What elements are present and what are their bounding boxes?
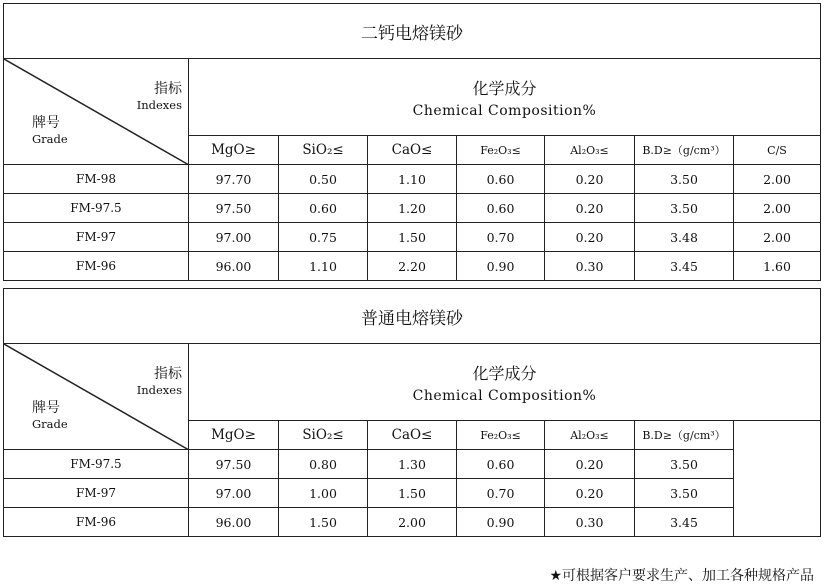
grade-cell: FM-97	[4, 223, 189, 252]
value-cell: 0.90	[457, 508, 545, 537]
table-row	[4, 252, 821, 281]
column-header: B.D≥（g/cm³）	[635, 421, 734, 450]
value-cell: 1.00	[279, 479, 368, 508]
column-header: MgO≥	[189, 136, 279, 165]
value-cell: 2.00	[734, 194, 821, 223]
value-cell: 97.70	[189, 165, 279, 194]
value-cell: 0.70	[457, 223, 545, 252]
value-cell: 3.45	[635, 252, 734, 281]
column-header: SiO₂≤	[279, 421, 368, 450]
value-cell: 2.00	[368, 508, 457, 537]
value-cell: 0.70	[457, 479, 545, 508]
column-header: C/S	[734, 136, 821, 165]
grade-cell: FM-97.5	[4, 450, 189, 479]
index-label: 指标 Indexes	[136, 81, 182, 112]
value-cell: 1.10	[368, 165, 457, 194]
column-header: CaO≤	[368, 136, 457, 165]
value-cell: 3.45	[635, 508, 734, 537]
value-cell: 3.50	[635, 165, 734, 194]
grade-cell: FM-97	[4, 479, 189, 508]
column-header: SiO₂≤	[279, 136, 368, 165]
value-cell: 97.50	[189, 450, 279, 479]
value-cell: 0.20	[545, 479, 635, 508]
column-header: Fe₂O₃≤	[457, 136, 545, 165]
fused-magnesia-table-2	[3, 288, 821, 537]
grade-cell: FM-96	[4, 508, 189, 537]
table-row	[4, 479, 821, 508]
fused-magnesia-table-1	[3, 3, 821, 281]
value-cell: 0.75	[279, 223, 368, 252]
table-row	[4, 223, 821, 252]
value-cell: 1.30	[368, 450, 457, 479]
column-header: B.D≥（g/cm³）	[635, 136, 734, 165]
grade-cell: FM-96	[4, 252, 189, 281]
value-cell: 2.00	[734, 223, 821, 252]
value-cell: 97.00	[189, 223, 279, 252]
value-cell: 0.30	[545, 508, 635, 537]
value-cell: 0.20	[545, 450, 635, 479]
grade-cell: FM-97.5	[4, 194, 189, 223]
value-cell: 1.50	[279, 508, 368, 537]
column-header: Al₂O₃≤	[545, 421, 635, 450]
table-row	[4, 450, 821, 479]
table-title: 普通电熔镁砂	[4, 289, 821, 344]
value-cell: 0.20	[545, 165, 635, 194]
value-cell: 1.50	[368, 479, 457, 508]
value-cell: 1.50	[368, 223, 457, 252]
column-header: CaO≤	[368, 421, 457, 450]
table-row	[4, 508, 821, 537]
value-cell: 0.60	[457, 165, 545, 194]
value-cell: 0.30	[545, 252, 635, 281]
value-cell: 97.50	[189, 194, 279, 223]
value-cell: 3.50	[635, 450, 734, 479]
value-cell: 96.00	[189, 252, 279, 281]
value-cell: 0.20	[545, 223, 635, 252]
value-cell: 2.00	[734, 165, 821, 194]
column-header: Al₂O₃≤	[545, 136, 635, 165]
index-label: 指标 Indexes	[136, 366, 182, 397]
value-cell: 0.50	[279, 165, 368, 194]
value-cell: 2.20	[368, 252, 457, 281]
value-cell: 0.60	[457, 450, 545, 479]
value-cell: 3.48	[635, 223, 734, 252]
empty-cell	[734, 421, 821, 537]
value-cell: 0.90	[457, 252, 545, 281]
table-title: 二钙电熔镁砂	[4, 4, 821, 59]
diagonal-header-cell	[4, 59, 189, 165]
value-cell: 1.10	[279, 252, 368, 281]
value-cell: 97.00	[189, 479, 279, 508]
composition-header: 化学成分 Chemical Composition%	[189, 59, 821, 136]
column-header: MgO≥	[189, 421, 279, 450]
value-cell: 3.50	[635, 479, 734, 508]
value-cell: 1.20	[368, 194, 457, 223]
value-cell: 3.50	[635, 194, 734, 223]
value-cell: 0.80	[279, 450, 368, 479]
value-cell: 96.00	[189, 508, 279, 537]
column-header: Fe₂O₃≤	[457, 421, 545, 450]
value-cell: 1.60	[734, 252, 821, 281]
grade-cell: FM-98	[4, 165, 189, 194]
value-cell: 0.60	[457, 194, 545, 223]
table-row	[4, 194, 821, 223]
grade-label: 牌号 Grade	[32, 400, 68, 431]
diagonal-header-cell	[4, 344, 189, 450]
table-row	[4, 165, 821, 194]
composition-header: 化学成分 Chemical Composition%	[189, 344, 821, 421]
footnote: ★可根据客户要求生产、加工各种规格产品	[549, 568, 814, 584]
value-cell: 0.20	[545, 194, 635, 223]
value-cell: 0.60	[279, 194, 368, 223]
grade-label: 牌号 Grade	[32, 115, 68, 146]
